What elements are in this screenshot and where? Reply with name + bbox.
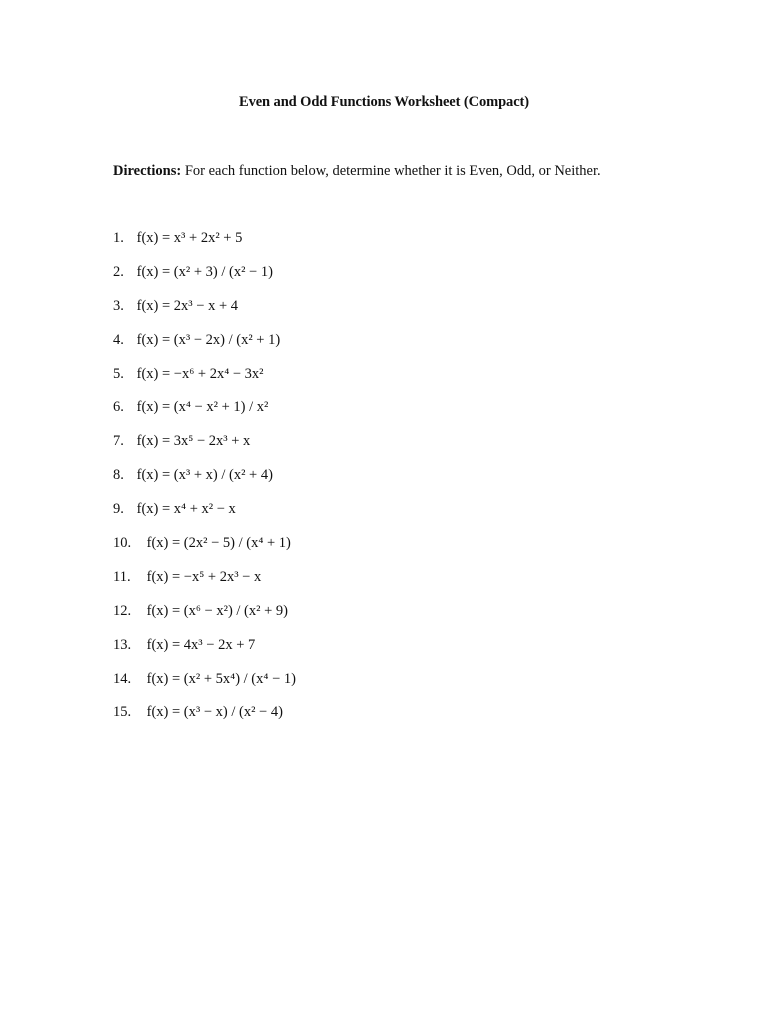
problem-expression: f(x) = (x² + 5x⁴) / (x⁴ − 1) <box>146 670 296 687</box>
problem-number: 14. <box>113 670 132 687</box>
problem-expression: f(x) = −x⁶ + 2x⁴ − 3x² <box>136 365 264 382</box>
problem-expression: f(x) = (x⁶ − x²) / (x² + 9) <box>146 602 288 619</box>
problem-item <box>113 499 296 519</box>
problem-number: 3. <box>113 297 124 314</box>
problem-expression: f(x) = (x⁴ − x² + 1) / x² <box>136 399 269 416</box>
directions-text: For each function below, determine whether it is Even, Odd, or Neither. <box>184 163 601 179</box>
problem-expression: f(x) = x⁴ + x² − x <box>136 501 236 518</box>
problem-list <box>113 228 296 736</box>
problem-number: 12. <box>113 602 132 619</box>
problem-item <box>113 635 296 655</box>
problem-number: 6. <box>113 399 124 416</box>
problem-item <box>113 364 296 384</box>
problem-expression: f(x) = x³ + 2x² + 5 <box>136 230 243 246</box>
problem-number: 11. <box>113 568 131 585</box>
problem-number: 13. <box>113 636 132 653</box>
problem-number: 5. <box>113 365 124 382</box>
problem-item <box>113 262 296 282</box>
problem-expression: f(x) = 4x³ − 2x + 7 <box>146 636 256 653</box>
problem-expression: f(x) = (x² + 3) / (x² − 1) <box>136 263 273 280</box>
problem-item <box>113 397 296 417</box>
problem-expression: f(x) = (x³ + x) / (x² + 4) <box>136 467 273 484</box>
problem-number: 7. <box>113 433 124 450</box>
problem-expression: f(x) = (x³ − 2x) / (x² + 1) <box>136 331 281 348</box>
problem-item <box>113 669 296 689</box>
problem-item <box>113 228 296 248</box>
problem-item <box>113 330 296 350</box>
problem-expression: f(x) = 2x³ − x + 4 <box>136 297 238 314</box>
problem-item <box>113 601 296 621</box>
problem-expression: f(x) = (x³ − x) / (x² − 4) <box>146 704 283 721</box>
problem-number: 10. <box>113 535 132 552</box>
problem-expression: f(x) = 3x⁵ − 2x³ + x <box>136 433 251 450</box>
problem-number: 4. <box>113 331 124 348</box>
problem-item <box>113 567 296 587</box>
directions-label: Directions: <box>113 163 182 179</box>
problem-item <box>113 702 296 722</box>
problem-item <box>113 431 296 451</box>
problem-number: 9. <box>113 501 124 518</box>
problem-number: 2. <box>113 263 124 280</box>
problem-item <box>113 465 296 485</box>
problem-item <box>113 533 296 553</box>
problem-expression: f(x) = (2x² − 5) / (x⁴ + 1) <box>146 535 291 552</box>
problem-number: 15. <box>113 704 132 721</box>
page-title: Even and Odd Functions Worksheet (Compact) <box>239 94 529 110</box>
problem-number: 1. <box>113 230 124 246</box>
problem-number: 8. <box>113 467 124 484</box>
directions <box>113 161 601 181</box>
problem-expression: f(x) = −x⁵ + 2x³ − x <box>146 568 262 585</box>
problem-item <box>113 296 296 316</box>
